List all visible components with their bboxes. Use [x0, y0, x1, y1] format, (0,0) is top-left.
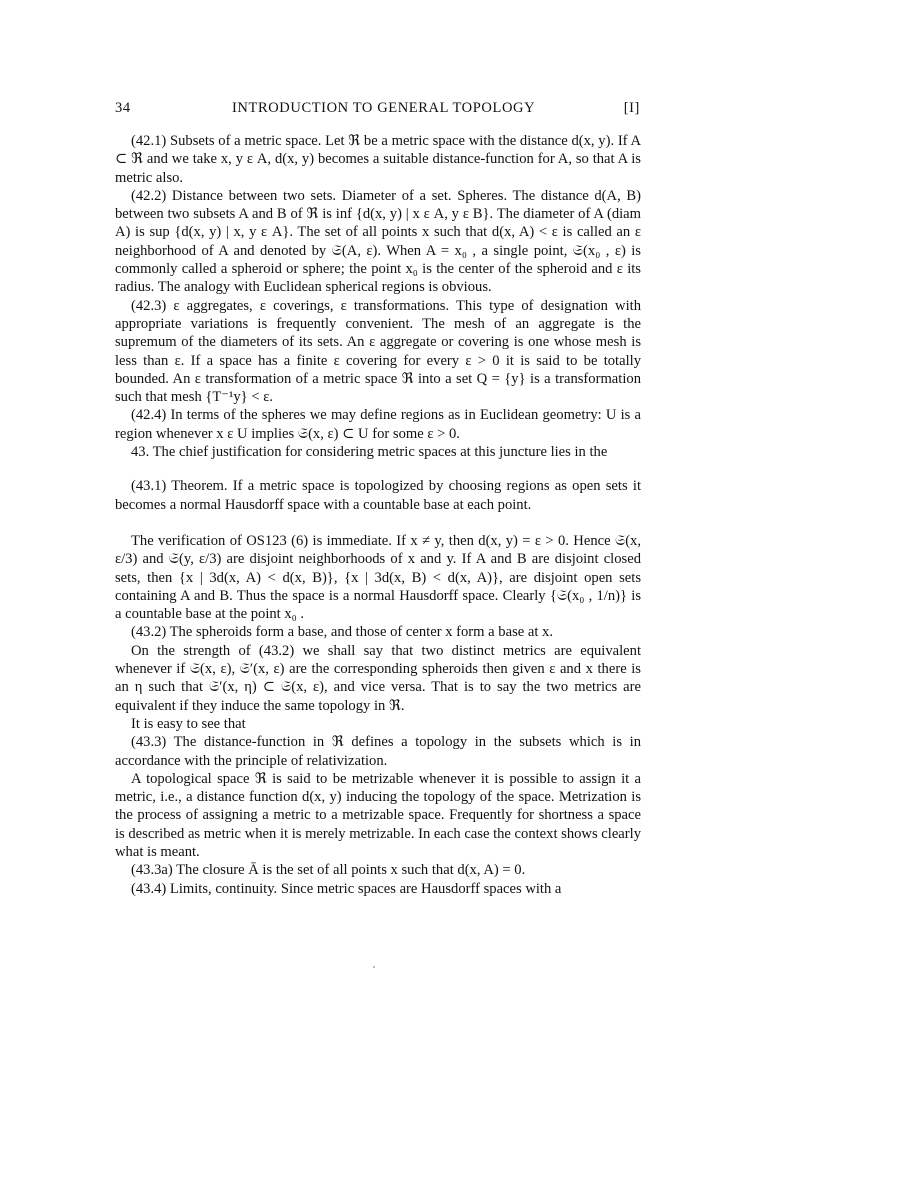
paragraph-43-intro: 43. The chief justification for considering metric spaces at this juncture lies in the: [131, 444, 608, 461]
paragraph-43-2: (43.2) The spheroids form a base, and those of center x form a base at x.: [131, 624, 554, 641]
paragraph-proof: The verification of OS123 (6) is immediate. If x ≠ y, then d(x, y) = ε > 0. Hence 𝔖(x, ε/3) and 𝔖(y, ε/3) are disjoint neighborhoods of x and y. If A and B are disjoint closed sets, then {x | 3d(x, A) < d(x, B)}, {x | 3d(x, B) < d(x, A)}, are disjoint open sets containing A and B. Thus the space is a normal Hausdorff space. Clearly {𝔖(x₀ , 1/n)} is a countable base at the point x₀ .: [115, 532, 641, 623]
chapter-marker: [I]: [623, 100, 640, 116]
running-title: INTRODUCTION TO GENERAL TOPOLOGY: [232, 100, 536, 116]
paragraph-42-1: (42.1) Subsets of a metric space. Let ℜ be a metric space with the distance d(x, y). If A ⊂ ℜ and we take x, y ε A, d(x, y) becomes a suitable distance-function for A, so that A is metric also.: [115, 133, 641, 186]
paragraph-42-3: (42.3) ε aggregates, ε coverings, ε transformations. This type of designation with appropriate variations is frequently convenient. The mesh of an aggregate is the supremum of the diameters of its sets. An ε aggregate or covering is one whose mesh is less than ε. If a space has a finite ε covering for every ε > 0 it is said to be totally bounded. An ε transformation of a metric space ℜ into a set Q = {y} is a transformation such that mesh {T⁻¹y} < ε.: [115, 297, 641, 406]
paragraph-equivalent-metrics: On the strength of (43.2) we shall say that two distinct metrics are equivalent whenever if 𝔖(x, ε), 𝔖′(x, ε) are the corresponding spheroids then given ε and x there is an η such that 𝔖′(x, η) ⊂ 𝔖(x, ε), and vice versa. That is to say the two metrics are equivalent if they induce the same topology in ℜ.: [115, 642, 641, 714]
running-header: [115, 100, 640, 120]
paragraph-43-4: (43.4) Limits, continuity. Since metric spaces are Hausdorff spaces with a: [131, 880, 562, 897]
theorem-43-1: (43.1) Theorem. If a metric space is topologized by choosing regions as open sets it becomes a normal Hausdorff space with a countable base at each point.: [115, 478, 641, 513]
page-number: 34: [115, 100, 131, 116]
scan-speck: [373, 966, 375, 968]
paragraph-easy-to-see: It is easy to see that: [131, 715, 246, 732]
paragraph-43-3a: (43.3a) The closure Ā is the set of all points x such that d(x, A) = 0.: [131, 862, 526, 879]
paragraph-metrizable: A topological space ℜ is said to be metrizable whenever it is possible to assign it a metric, i.e., a distance function d(x, y) inducing the topology of the space. Metrization is the process of assigning a metric to a metrizable space. Frequently for shortness a space is described as metric when it is merely metrizable. In each case the context shows clearly what is meant.: [115, 770, 641, 860]
paragraph-43-3: (43.3) The distance-function in ℜ defines a topology in the subsets which is in accordance with the principle of relativization.: [115, 734, 641, 769]
page-body: [115, 132, 641, 898]
paragraph-42-4: (42.4) In terms of the spheres we may define regions as in Euclidean geometry: U is a region whenever x ε U implies 𝔖(x, ε) ⊂ U for some ε > 0.: [115, 407, 641, 442]
paragraph-42-2: (42.2) Distance between two sets. Diameter of a set. Spheres. The distance d(A, B) between two subsets A and B of ℜ is inf {d(x, y) | x ε A, y ε B}. The diameter of A (diam A) is sup {d(x, y) | x, y ε A}. The set of all points x such that d(x, A) < ε is called an ε neighborhood of A and denoted by 𝔖(A, ε). When A = x₀ , a single point, 𝔖(x₀ , ε) is commonly called a spheroid or sphere; the point x₀ is the center of the spheroid and ε its radius. The analogy with Euclidean spherical regions is obvious.: [115, 187, 641, 296]
